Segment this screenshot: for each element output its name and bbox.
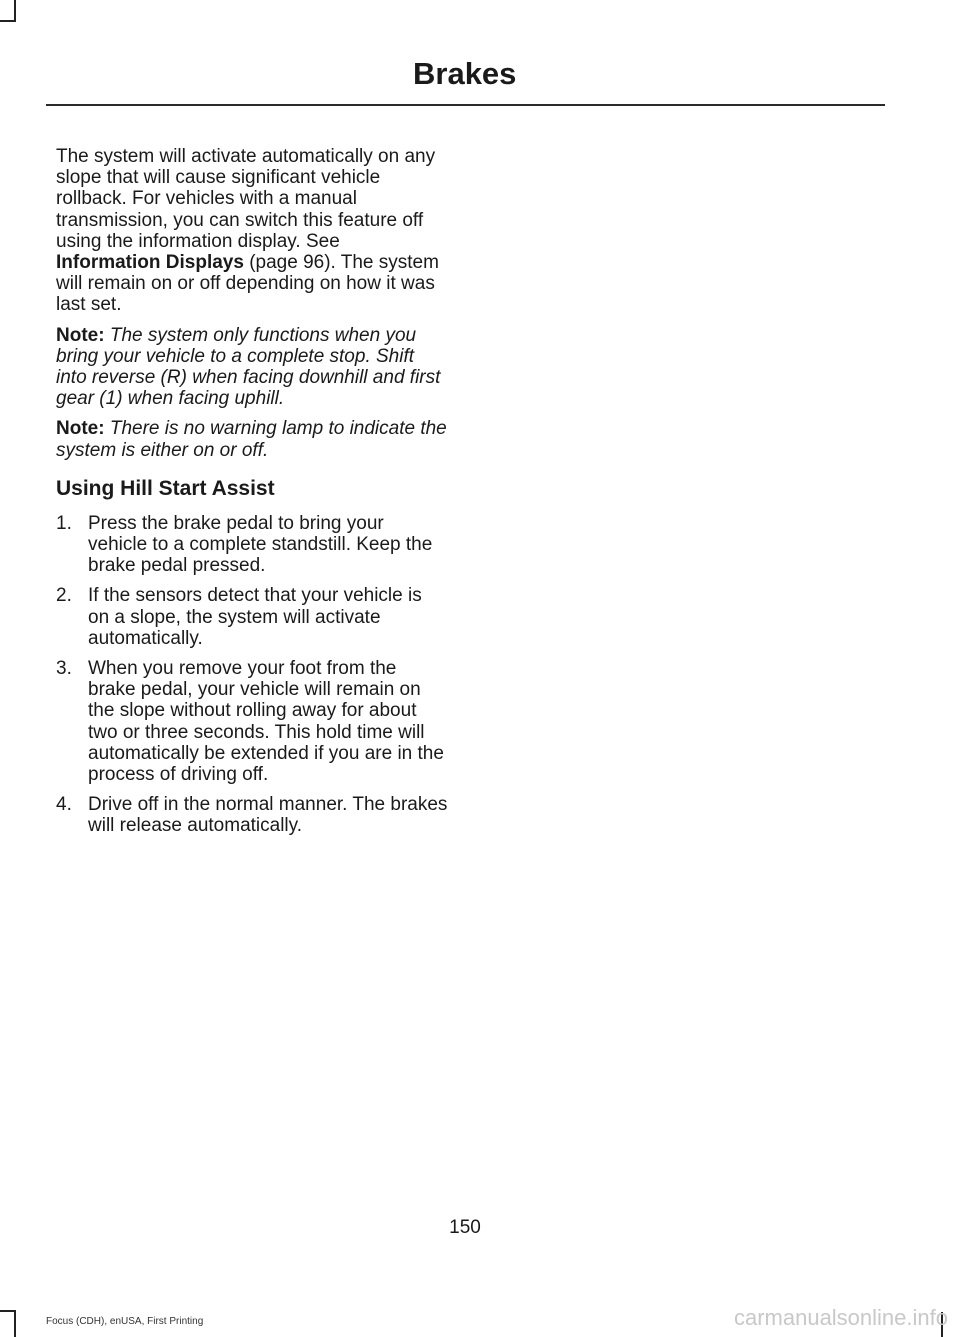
crop-mark bbox=[0, 1310, 16, 1312]
note-text: There is no warning lamp to indicate the system is either on or off. bbox=[56, 418, 447, 461]
note-label: Note: bbox=[56, 418, 105, 440]
crop-mark bbox=[14, 1312, 16, 1337]
watermark: carmanualsonline.info bbox=[733, 1305, 948, 1330]
crop-mark bbox=[0, 20, 16, 22]
main-content bbox=[56, 146, 448, 846]
step-number: 4. bbox=[56, 794, 72, 816]
edition-label: Focus (CDH), enUSA, First Printing bbox=[46, 1316, 204, 1327]
step-text: Drive off in the normal manner. The brakes will release automatically. bbox=[88, 794, 448, 837]
page-number: 150 bbox=[449, 1217, 481, 1238]
header-divider bbox=[46, 104, 885, 106]
intro-paragraph bbox=[56, 146, 448, 316]
step-number: 2. bbox=[56, 585, 72, 607]
step-number: 1. bbox=[56, 512, 72, 534]
step-text: When you remove your foot from the brake pedal, your vehicle will remain on the slope without rolling away for about two or three seconds. This hold time will automatically be extended if you are in the process of driving off. bbox=[88, 658, 444, 786]
note-label: Note: bbox=[56, 324, 105, 346]
section-heading: Using Hill Start Assist bbox=[56, 476, 275, 500]
note-2 bbox=[56, 418, 448, 460]
list-item bbox=[56, 794, 448, 836]
cross-reference-link[interactable]: Information Displays bbox=[56, 252, 244, 274]
step-text: Press the brake pedal to bring your vehicle to a complete standstill. Keep the brake pedal pressed. bbox=[88, 512, 433, 577]
note-1 bbox=[56, 325, 448, 410]
step-text: If the sensors detect that your vehicle is on a slope, the system will activate automatically. bbox=[88, 585, 422, 649]
steps-list bbox=[56, 513, 448, 837]
step-number: 3. bbox=[56, 658, 72, 680]
list-item bbox=[56, 658, 448, 785]
page-title: Brakes bbox=[413, 56, 517, 91]
list-item bbox=[56, 585, 448, 649]
crop-mark bbox=[14, 0, 16, 22]
note-text: The system only functions when you bring your vehicle to a complete stop. Shift into reverse (R) when facing downhill and first gear (1) when facing uphill. bbox=[56, 324, 441, 410]
intro-text: The system will activate automatically on any slope that will cause significant vehicle rollback. For vehicles with a manual transmission, you can switch this feature off using the information display. See bbox=[56, 146, 436, 252]
list-item bbox=[56, 513, 448, 577]
intro-text-continued: (page 96). The system will remain on or off depending on how it was last set. bbox=[56, 252, 439, 316]
